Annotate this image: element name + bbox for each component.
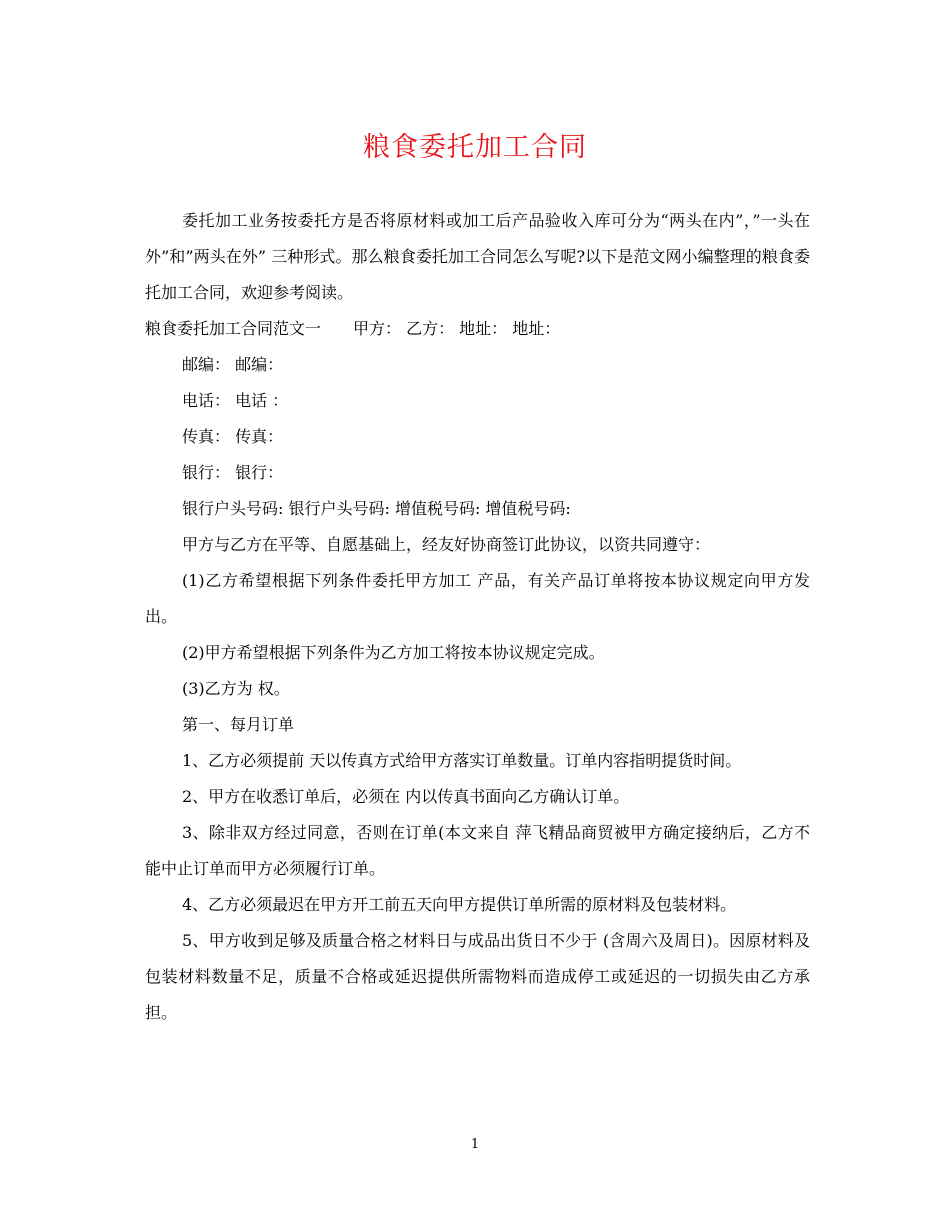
agreement-intro: 甲方与乙方在平等、自愿基础上，经友好协商签订此协议，以资共同遵守： <box>182 535 711 554</box>
agreement-item: (1)乙方希望根据下列条件委托甲方加工 产品，有关产品订单将按本协议规定向甲方发出。 <box>145 571 810 626</box>
page-number: 1 <box>470 1137 480 1152</box>
fax-field: 传真： 传真： <box>182 427 284 446</box>
account-tax-field: 银行户头号码: 银行户头号码: 增值税号码: 增值税号码: <box>182 499 571 518</box>
postcode-field: 邮编： 邮编： <box>182 355 284 374</box>
agreement-item: (2)甲方希望根据下列条件为乙方加工将按本协议规定完成。 <box>182 643 605 662</box>
document-title: 粮食委托加工合同 <box>363 132 587 163</box>
bank-field: 银行： 银行： <box>182 463 284 482</box>
intro-paragraph: 委托加工业务按委托方是否将原材料或加工后产品验收入库可分为“两头在内”，”一头在外”和”两头在外” 三种形式。那么粮食委托加工合同怎么写呢?以下是范文网小编整理的粮食委托加工合同，欢迎参考阅读。 <box>145 211 810 302</box>
contract-clause: 2、甲方在收悉订单后，必须在 内以传真书面向乙方确认订单。 <box>182 787 630 806</box>
contract-clause: 5、甲方收到足够及质量合格之材料日与成品出货日不少于 (含周六及周日)。因原材料及包装材料数量不足，质量不合格或延迟提供所需物料而造成停工或延迟的一切损失由乙方承担。 <box>145 931 810 1022</box>
contract-clause: 3、除非双方经过同意，否则在订单(本文来自 萍飞精品商贸被甲方确定接纳后，乙方不能中止订单而甲方必须履行订单。 <box>145 823 810 878</box>
agreement-item: (3)乙方为 权。 <box>182 679 290 698</box>
phone-field: 电话： 电话 ： <box>182 391 289 410</box>
document-body <box>145 203 810 1031</box>
section-heading: 第一、每月订单 <box>182 715 295 734</box>
sample-heading: 粮食委托加工合同范文一 甲方： 乙方： 地址： 地址： <box>145 319 561 338</box>
contract-clause: 1、乙方必须提前 天以传真方式给甲方落实订单数量。订单内容指明提货时间。 <box>182 751 742 770</box>
contract-clause: 4、乙方必须最迟在甲方开工前五天向甲方提供订单所需的原材料及包装材料。 <box>182 895 737 914</box>
